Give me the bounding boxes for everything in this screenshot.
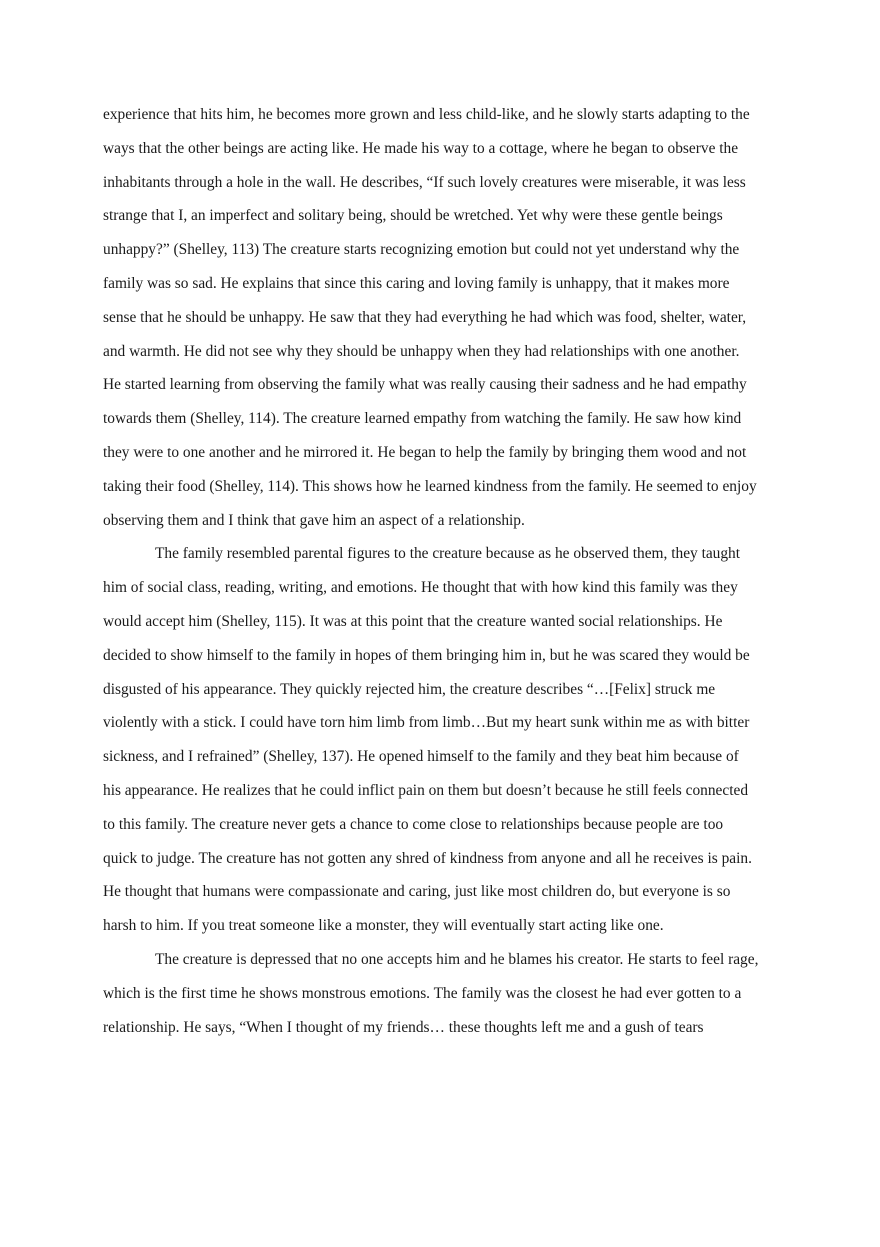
text-line: taking their food (Shelley, 114). This shows how he learned kindness from the family. He seemed to enjoy [103,477,757,495]
text-line: and warmth. He did not see why they should be unhappy when they had relationships with one another. [103,342,740,360]
text-line: sense that he should be unhappy. He saw that they had everything he had which was food, shelter, water, [103,308,747,326]
text-line-indented: The family resembled parental figures to the creature because as he observed them, they taught [155,545,741,563]
paragraph-1 [103,98,783,537]
text-line: inhabitants through a hole in the wall. He describes, “If such lovely creatures were miserable, it was less [103,173,746,191]
text-line: ways that the other beings are acting like. He made his way to a cottage, where he began to observe the [103,139,739,157]
text-line: observing them and I think that gave him an aspect of a relationship. [103,511,525,529]
text-line: decided to show himself to the family in hopes of them bringing him in, but he was scared they would be [103,646,750,664]
text-line: family was so sad. He explains that since this caring and loving family is unhappy, that it makes more [103,274,730,292]
text-line: experience that hits him, he becomes more grown and less child-like, and he slowly starts adapting to the [103,106,750,123]
text-line: his appearance. He realizes that he could inflict pain on them but doesn’t because he still feels connected [103,781,749,799]
text-line: which is the first time he shows monstrous emotions. The family was the closest he had ever gotten to a [103,984,742,1002]
text-line: He started learning from observing the family what was really causing their sadness and he had empathy [103,376,747,394]
text-line: towards them (Shelley, 114). The creature learned empathy from watching the family. He saw how kind [103,410,742,428]
text-line: harsh to him. If you treat someone like a monster, they will eventually start acting like one. [103,917,664,935]
text-line: violently with a stick. I could have torn him limb from limb…But my heart sunk within me as with bitter [103,714,750,732]
text-line: relationship. He says, “When I thought of my friends… these thoughts left me and a gush of tears [103,1018,704,1036]
text-line: him of social class, reading, writing, and emotions. He thought that with how kind this family was they [103,579,738,597]
text-line-indented: The creature is depressed that no one accepts him and he blames his creator. He starts to feel rage, [155,950,759,968]
text-line: strange that I, an imperfect and solitary being, should be wretched. Yet why were these gentle beings [103,207,723,225]
paragraph-2 [103,537,783,943]
text-line: disgusted of his appearance. They quickly rejected him, the creature describes “…[Felix] struck me [103,680,716,698]
text-line: He thought that humans were compassionate and caring, just like most children do, but everyone is so [103,883,731,901]
text-line: to this family. The creature never gets a chance to come close to relationships because people are too [103,815,724,833]
text-line: would accept him (Shelley, 115). It was at this point that the creature wanted social relationships. He [103,612,723,630]
text-line: sickness, and I refrained” (Shelley, 137). He opened himself to the family and they beat him because of [103,748,739,766]
essay-body [103,98,783,1044]
text-line: they were to one another and he mirrored it. He began to help the family by bringing them wood and not [103,443,747,461]
text-line: unhappy?” (Shelley, 113) The creature starts recognizing emotion but could not yet understand why the [103,241,740,259]
paragraph-3 [103,943,783,1044]
text-line: quick to judge. The creature has not gotten any shred of kindness from anyone and all he receives is pain. [103,849,752,867]
